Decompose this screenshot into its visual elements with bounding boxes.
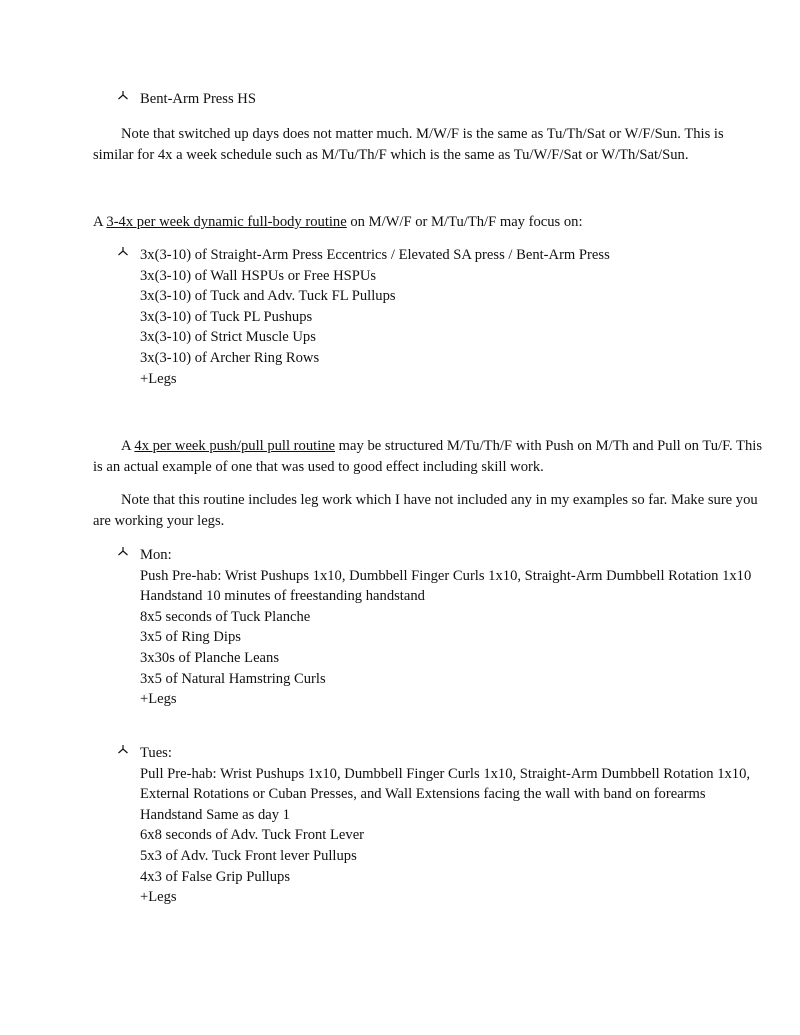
list-item: Handstand Same as day 1 xyxy=(140,806,290,823)
pushpull-intro-prefix: A xyxy=(121,438,135,454)
list-item: 3x(3-10) of Straight-Arm Press Eccentrics / Elevated SA press / Bent-Arm Press xyxy=(140,247,610,263)
fullbody-exercise-list xyxy=(140,245,770,389)
mon-prehab: Push Pre-hab: Wrist Pushups 1x10, Dumbbell Finger Curls 1x10, Straight-Arm Dumbbell Rotation 1x10 xyxy=(140,567,752,584)
fullbody-intro-paragraph xyxy=(93,212,763,233)
list-item: 3x(3-10) of Tuck and Adv. Tuck FL Pullups xyxy=(140,288,396,305)
list-item: 3x(3-10) of Wall HSPUs or Free HSPUs xyxy=(140,267,377,284)
list-item: 3x5 of Natural Hamstring Curls xyxy=(140,670,326,687)
list-item: 8x5 seconds of Tuck Planche xyxy=(140,608,311,625)
note-paragraph-days: Note that switched up days does not matter much. M/W/F is the same as Tu/Th/Sat or W/F/Sun. This is similar for 4x a week schedule such as M/Tu/Th/F which is the same as Tu/W/F/Sat or W/Th/Sat/Sun. xyxy=(93,126,724,163)
day-title-tues: Tues: xyxy=(140,745,172,761)
list-item: +Legs xyxy=(140,691,177,708)
fullbody-intro-suffix: on M/W/F or M/Tu/Th/F may focus on: xyxy=(346,214,583,230)
list-item: 3x(3-10) of Tuck PL Pushups xyxy=(140,308,313,325)
fullbody-routine-link[interactable]: 3-4x per week dynamic full-body routine xyxy=(106,214,347,230)
bullet-icon xyxy=(117,90,131,102)
list-item: 6x8 seconds of Adv. Tuck Front Lever xyxy=(140,827,365,844)
bullet-icon xyxy=(117,246,131,258)
note-paragraph-legs: Note that this routine includes leg work which I have not included any in my examples so far. Make sure you are working your legs. xyxy=(93,492,758,529)
list-item: 3x30s of Planche Leans xyxy=(140,649,280,666)
pushpull-intro-suffix: may be structured M/Tu/Th/F with Push on M/Th and Pull on Tu/F. This is an actual example of one that was used to good effect including skill work. xyxy=(93,438,763,475)
list-item: 5x3 of Adv. Tuck Front lever Pullups xyxy=(140,847,357,864)
pushpull-routine-link[interactable]: 4x per week push/pull pull routine xyxy=(134,438,336,454)
list-item: Handstand 10 minutes of freestanding handstand xyxy=(140,588,425,605)
list-item-bent-arm-press: Bent-Arm Press HS xyxy=(140,91,256,107)
list-item: 3x(3-10) of Strict Muscle Ups xyxy=(140,329,316,346)
bullet-icon xyxy=(117,546,131,558)
pushpull-intro-paragraph xyxy=(93,436,763,477)
list-item: +Legs xyxy=(140,370,177,387)
list-item: +Legs xyxy=(140,889,177,906)
list-item: 3x(3-10) of Archer Ring Rows xyxy=(140,349,320,366)
day-title-mon: Mon: xyxy=(140,547,172,563)
tues-prehab: Pull Pre-hab: Wrist Pushups 1x10, Dumbbell Finger Curls 1x10, Straight-Arm Dumbbell Rotation 1x10, External Rotations or Cuban Presses, and Wall Extensions facing the wall with band on forearms xyxy=(140,765,751,803)
list-item: 3x5 of Ring Dips xyxy=(140,629,241,646)
tuesday-workout xyxy=(140,743,770,908)
fullbody-intro-prefix: A xyxy=(93,214,107,230)
monday-workout xyxy=(140,545,770,710)
list-item: 4x3 of False Grip Pullups xyxy=(140,868,290,885)
bullet-icon xyxy=(117,744,131,756)
